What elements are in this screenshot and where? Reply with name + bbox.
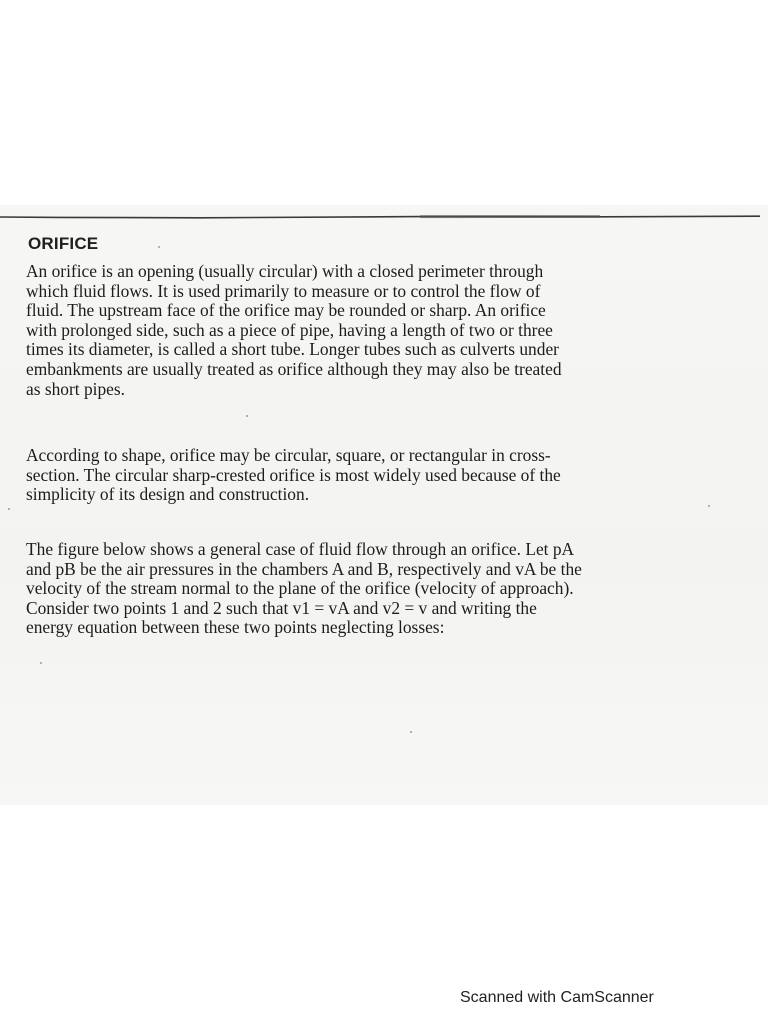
scan-speck xyxy=(40,662,42,664)
text-line: The figure below shows a general case of fluid flow through an orifice. Let pA xyxy=(26,539,575,559)
text-line: as short pipes. xyxy=(26,378,126,399)
top-rule-line xyxy=(0,215,760,219)
scan-speck xyxy=(8,508,10,510)
text-line: An orifice is an opening (usually circular) with a closed perimeter through xyxy=(26,261,544,281)
paragraph-orifice-shapes xyxy=(26,446,738,505)
text-line: which fluid flows. It is used primarily to measure or to control the flow of xyxy=(26,280,541,301)
text-line: energy equation between these two points neglecting losses: xyxy=(26,617,445,638)
text-line: embankments are usually treated as orifice although they may also be treated xyxy=(26,358,562,379)
text-line: According to shape, orifice may be circular, square, or rectangular in cross- xyxy=(26,445,551,465)
paragraph-energy-equation-intro xyxy=(26,540,738,638)
text-line: and pB be the air pressures in the chambers A and B, respectively and vA be the xyxy=(26,558,582,579)
scan-speck xyxy=(158,246,160,248)
section-heading: ORIFICE xyxy=(28,234,99,253)
text-line: fluid. The upstream face of the orifice may be rounded or sharp. An orifice xyxy=(26,300,546,321)
scan-speck xyxy=(246,415,248,417)
text-line: Consider two points 1 and 2 such that v1 = vA and v2 = v and writing the xyxy=(26,597,537,618)
camscanner-watermark: Scanned with CamScanner xyxy=(460,989,654,1006)
scan-speck xyxy=(410,731,412,733)
text-line: velocity of the stream normal to the plane of the orifice (velocity of approach). xyxy=(26,578,574,599)
text-line: times its diameter, is called a short tube. Longer tubes such as culverts under xyxy=(26,339,559,360)
text-line: with prolonged side, such as a piece of pipe, having a length of two or three xyxy=(26,319,553,340)
text-line: section. The circular sharp-crested orifice is most widely used because of the xyxy=(26,464,561,485)
text-line: simplicity of its design and construction. xyxy=(26,484,310,505)
paragraph-orifice-definition xyxy=(26,262,738,399)
scan-speck xyxy=(708,505,710,507)
